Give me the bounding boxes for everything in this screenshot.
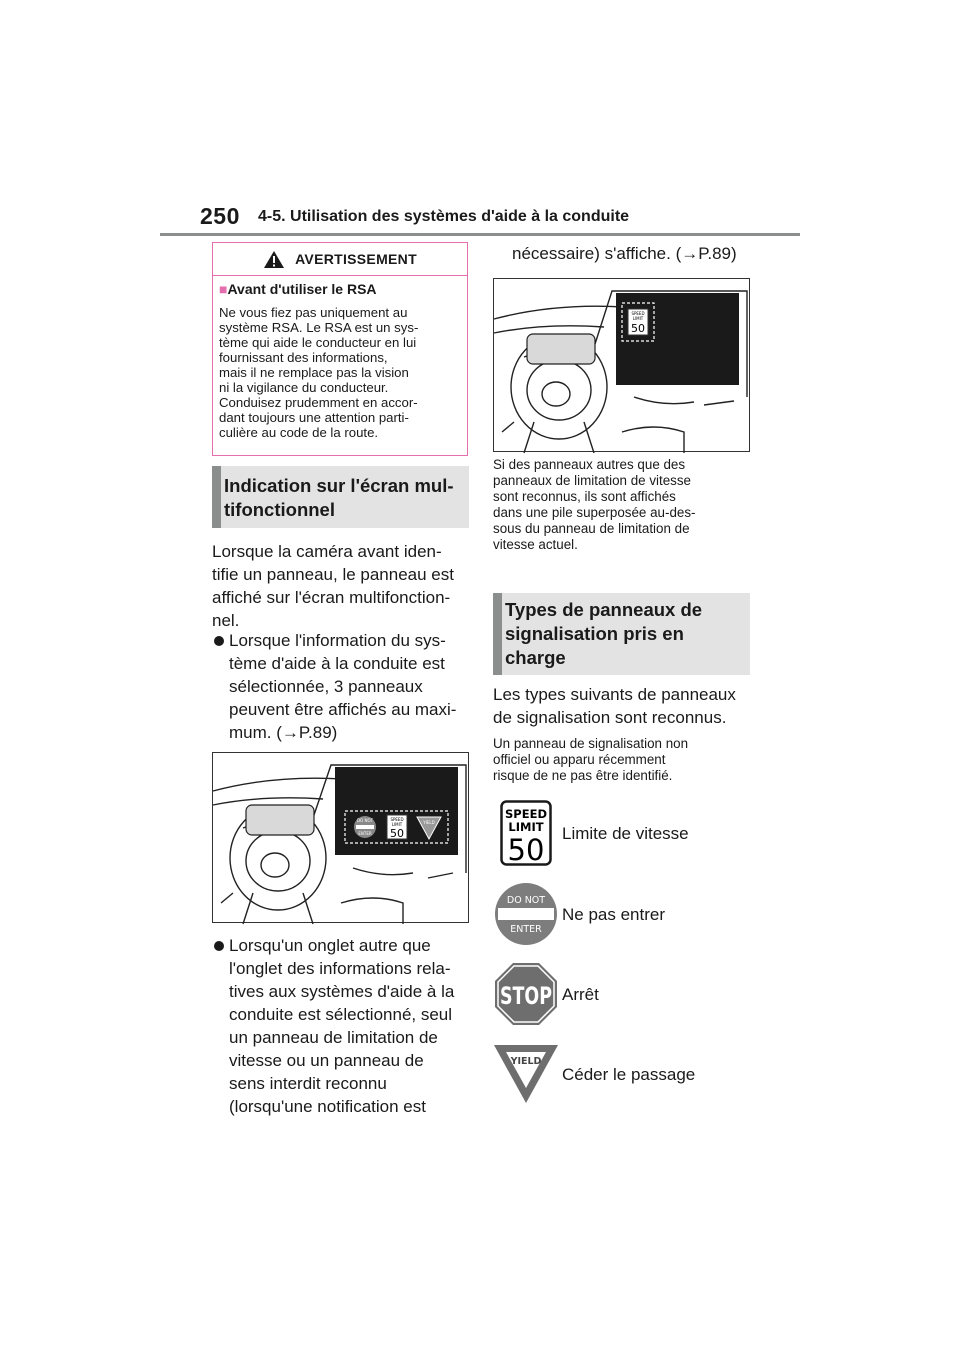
do-not-enter-sign-icon <box>494 882 558 946</box>
text-line: (lorsqu'une notification est <box>229 1097 426 1116</box>
text-line: nel. <box>212 611 240 630</box>
types-intro <box>493 683 755 729</box>
text-line: officiel ou apparu récemment <box>493 752 666 767</box>
warning-subtitle-text: Avant d'utiliser le RSA <box>227 281 377 297</box>
text-line: Lorsque la caméra avant iden- <box>212 542 442 561</box>
heading-line: charge <box>505 647 566 668</box>
sign-text-do-not: DO NOT <box>356 818 374 823</box>
sign-text-enter: ENTER <box>510 924 542 935</box>
bullet-1 <box>229 629 474 744</box>
text-line: Lorsque l'information du sys- <box>229 631 446 650</box>
text-line: sont reconnus, ils sont affichés <box>493 489 676 504</box>
text-line: dans une pile superposée au-des- <box>493 505 696 520</box>
text-line: panneaux de limitation de vitesse <box>493 473 692 488</box>
warning-line: culière au code de la route. <box>219 425 379 440</box>
warning-body <box>219 305 463 440</box>
text-line: vitesse actuel. <box>493 537 578 552</box>
page-number: 250 <box>200 203 240 229</box>
warning-line: tème qui aide le conducteur en lui <box>219 335 417 350</box>
text-line: tème d'aide à la conduite est <box>229 654 445 673</box>
speed-limit-sign-icon <box>500 800 552 866</box>
sign-text-limit: LIMIT <box>508 820 544 834</box>
figure-dashboard-three-signs <box>212 752 469 923</box>
warning-line: ni la vigilance du conducteur. <box>219 380 389 395</box>
sign-text-enter: ENTER <box>358 831 372 836</box>
warning-line: dant toujours une attention parti- <box>219 410 409 425</box>
sign-text-do-not: DO NOT <box>506 895 546 906</box>
text-line: vitesse ou un panneau de <box>229 1051 424 1070</box>
warning-subtitle <box>219 281 377 297</box>
stop-sign-icon <box>494 962 558 1026</box>
text-line: sous du panneau de limitation de <box>493 521 690 536</box>
sign-text-speed: SPEED <box>631 311 645 316</box>
warning-triangle-icon <box>263 250 285 269</box>
text-line: sélectionnée, 3 panneaux <box>229 677 423 696</box>
subtitle-marker: ■ <box>219 281 228 297</box>
sign-text-yield: YIELD <box>423 820 435 825</box>
sign-label-yield: Céder le passage <box>562 1065 696 1084</box>
bullet-dot <box>214 941 224 951</box>
warning-line: Conduisez prudemment en accor- <box>219 395 418 410</box>
sign-text-limit: LIMIT <box>391 822 403 827</box>
chapter-title: 4-5. Utilisation des systèmes d'aide à la conduite <box>258 208 630 225</box>
sign-text-speed: SPEED <box>505 807 547 821</box>
sign-label-stop: Arrêt <box>562 985 599 1004</box>
header-rule <box>160 233 800 236</box>
text-line: risque de ne pas être identifié. <box>493 768 673 783</box>
yield-sign-icon <box>492 1043 560 1105</box>
sign-text-value: 50 <box>507 833 545 867</box>
section-heading-display <box>212 466 469 528</box>
text-line: conduite est sélectionné, seul <box>229 1005 453 1024</box>
sign-text-speed: SPEED <box>390 817 404 822</box>
continuation-text: nécessaire) s'affiche. (→P.89) <box>512 244 737 263</box>
warning-header <box>213 243 467 276</box>
sign-label-speed-limit: Limite de vitesse <box>562 824 689 843</box>
sign-text-limit: LIMIT <box>632 316 644 321</box>
heading-line: Types de panneaux de <box>505 599 703 620</box>
heading-accent-bar <box>493 593 502 675</box>
text-line: Les types suivants de panneaux <box>493 685 736 704</box>
types-note <box>493 736 755 784</box>
heading-line: signalisation pris en <box>505 623 684 644</box>
sign-text-value: 50 <box>631 322 645 335</box>
text-line: peuvent être affichés au maxi- <box>229 700 457 719</box>
warning-title: AVERTISSEMENT <box>295 251 417 267</box>
text-line: un panneau de limitation de <box>229 1028 438 1047</box>
section-heading-types <box>493 593 750 675</box>
text-line: Si des panneaux autres que des <box>493 457 686 472</box>
bullet-dot <box>214 636 224 646</box>
warning-line: système RSA. Le RSA est un sys- <box>219 320 419 335</box>
text-line: l'onglet des informations rela- <box>229 959 451 978</box>
intro-paragraph <box>212 540 472 632</box>
warning-line: fournissant des informations, <box>219 350 388 365</box>
sign-text-stop: STOP <box>500 982 552 1010</box>
dashboard-illustration <box>213 753 470 924</box>
dashboard-illustration <box>494 279 751 453</box>
text-line: affiché sur l'écran multifonction- <box>212 588 451 607</box>
text-line: mum. (→P.89) <box>229 723 338 742</box>
figure-dashboard-speed-sign <box>493 278 750 452</box>
text-line: tives aux systèmes d'aide à la <box>229 982 455 1001</box>
sign-text-value: 50 <box>390 827 404 840</box>
text-line: sens interdit reconnu <box>229 1074 387 1093</box>
heading-line: Indication sur l'écran mul- <box>224 475 454 496</box>
sign-label-do-not-enter: Ne pas entrer <box>562 905 665 924</box>
text-line: tifie un panneau, le panneau est <box>212 565 454 584</box>
warning-box <box>212 242 468 456</box>
text-line: Un panneau de signalisation non <box>493 736 689 751</box>
warning-line: mais il ne remplace pas la vision <box>219 365 409 380</box>
heading-line: tifonctionnel <box>224 499 335 520</box>
text-line: Lorsqu'un onglet autre que <box>229 936 431 955</box>
text-line: de signalisation sont reconnus. <box>493 708 727 727</box>
heading-accent-bar <box>212 466 221 528</box>
bullet-2 <box>229 934 474 1118</box>
sign-text-yield: YIELD <box>510 1056 542 1067</box>
warning-line: Ne vous fiez pas uniquement au <box>219 305 408 320</box>
note-stacked-signs <box>493 457 753 553</box>
